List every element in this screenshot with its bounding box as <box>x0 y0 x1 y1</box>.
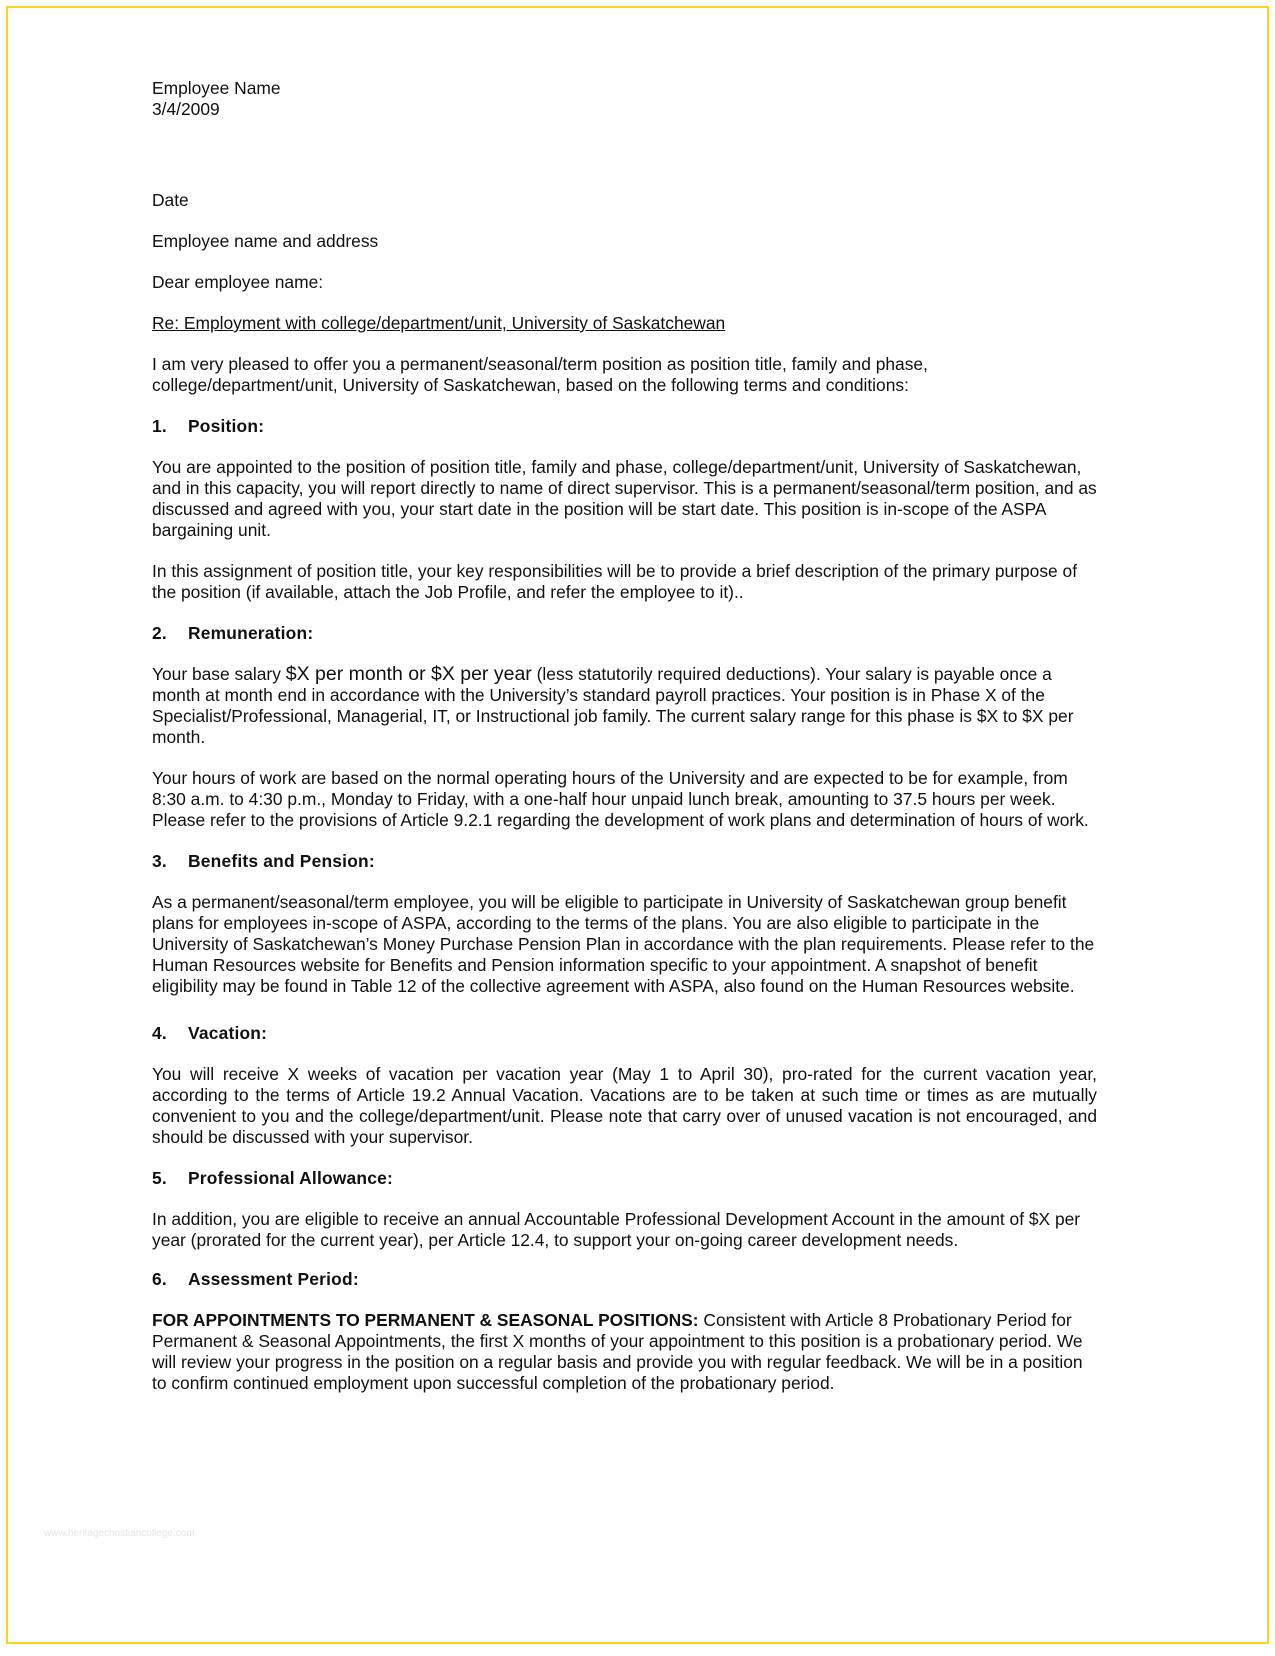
employee-name-header: Employee Name <box>152 78 281 98</box>
position-paragraph-1: You are appointed to the position of position title, family and phase, college/department/unit, University of Saskatchewan, and in this capacity, you will report directly to name of direct supervisor. This is a permanent/seasonal/term position, and as discussed and agreed with you, your start date in the position will be start date. This position is in-scope of the ASPA bargaining unit. <box>152 457 1097 540</box>
document-page <box>6 6 1269 1644</box>
remuneration-paragraph-1 <box>152 664 1097 748</box>
date-placeholder: Date <box>152 190 189 210</box>
allowance-paragraph: In addition, you are eligible to receive an annual Accountable Professional Development Account in the amount of $X per year (prorated for the current year), per Article 12.4, to support your on-going career development needs. <box>152 1209 1081 1250</box>
salary-details: (less statutorily required deductions). Your salary is payable once a month at month end in accordance with the University’s standard payroll practices. Your position is in Phase X of the Specialist/Professional, Managerial, IT, or Instructional job family. The current salary range for this phase is $X to $X per month. <box>152 664 1074 747</box>
assessment-heading-bold: FOR APPOINTMENTS TO PERMANENT & SEASONAL POSITIONS: <box>152 1310 699 1330</box>
section-number: 4. <box>152 1023 167 1043</box>
section-heading-remuneration <box>152 623 1097 644</box>
assessment-details: Consistent with Article 8 Probationary Period for Permanent & Seasonal Appointments, the first X months of your appointment to this position is a probationary period. We will review your progress in the position on a regular basis and provide you with regular feedback. We will be in a position to confirm continued employment upon successful completion of the probationary period. <box>152 1310 1083 1393</box>
salutation: Dear employee name: <box>152 272 324 292</box>
section-title: Position: <box>188 416 265 436</box>
intro-paragraph: I am very pleased to offer you a permanent/seasonal/term position as position title, family and phase, college/department/unit, University of Saskatchewan, based on the following terms and conditions: <box>152 354 928 395</box>
re-line: Re: Employment with college/department/unit, University of Saskatchewan <box>152 313 726 333</box>
header-date: 3/4/2009 <box>152 99 220 119</box>
section-number: 3. <box>152 851 167 871</box>
section-heading-assessment <box>152 1269 1097 1290</box>
section-heading-allowance <box>152 1168 1097 1189</box>
assessment-paragraph <box>152 1310 1097 1394</box>
section-title: Remuneration: <box>188 623 314 643</box>
salary-intro: Your base salary <box>152 664 286 684</box>
section-title: Professional Allowance: <box>188 1168 393 1188</box>
section-number: 1. <box>152 416 167 436</box>
section-heading-vacation <box>152 1023 1097 1044</box>
section-heading-position <box>152 416 1097 437</box>
benefits-paragraph: As a permanent/seasonal/term employee, you will be eligible to participate in University of Saskatchewan group benefit plans for employees in-scope of ASPA, according to the terms of the plans. You are also eligible to participate in the University of Saskatchewan’s Money Purchase Pension Plan in accordance with the plan requirements. Please refer to the Human Resources website for Benefits and Pension information specific to your appointment. A snapshot of benefit eligibility may be found in Table 12 of the collective agreement with ASPA, also found on the Human Resources website. <box>152 892 1095 996</box>
recipient-address: Employee name and address <box>152 231 379 251</box>
position-paragraph-2: In this assignment of position title, your key responsibilities will be to provide a brief description of the primary purpose of the position (if available, attach the Job Profile, and refer the employee to it).. <box>152 561 1078 602</box>
section-title: Vacation: <box>188 1023 268 1043</box>
section-title: Benefits and Pension: <box>188 851 375 871</box>
section-heading-benefits <box>152 851 1097 872</box>
letter-body <box>152 78 1097 1394</box>
section-number: 5. <box>152 1168 167 1188</box>
section-number: 6. <box>152 1269 167 1289</box>
section-number: 2. <box>152 623 167 643</box>
watermark-text: www.heritagechristiancollege.com <box>44 1528 195 1539</box>
vacation-paragraph: You will receive X weeks of vacation per vacation year (May 1 to April 30), pro-rated for the current vacation year, according to the terms of Article 19.2 Annual Vacation. Vacations are to be taken at such time or times as are mutually convenient to you and the college/department/unit. Please note that carry over of unused vacation is not encouraged, and should be discussed with your supervisor. <box>152 1064 1097 1147</box>
remuneration-paragraph-2: Your hours of work are based on the normal operating hours of the University and are expected to be for example, from 8:30 a.m. to 4:30 p.m., Monday to Friday, with a one-half hour unpaid lunch break, amounting to 37.5 hours per week. Please refer to the provisions of Article 9.2.1 regarding the development of work plans and determination of hours of work. <box>152 768 1089 830</box>
section-title: Assessment Period: <box>188 1269 359 1289</box>
salary-amount: $X per month or $X per year <box>285 663 532 685</box>
